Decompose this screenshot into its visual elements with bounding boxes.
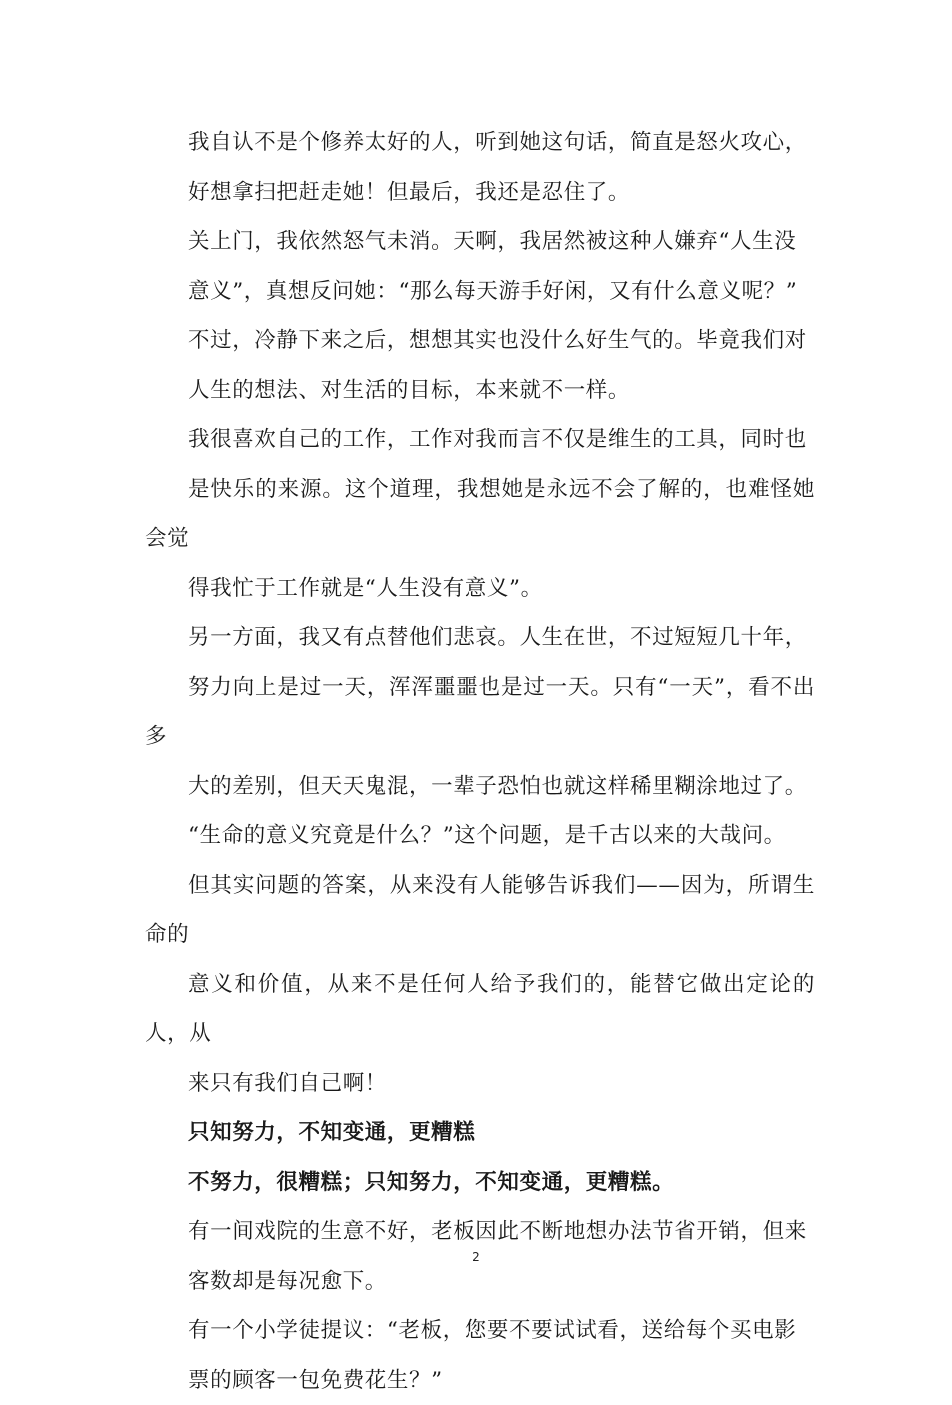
paragraph: [145, 415, 815, 613]
text-line: 是快乐的来源。这个道理，我想她是永远不会了解的，也难怪她会觉: [145, 465, 815, 564]
text-line: 我很喜欢自己的工作，工作对我而言不仅是维生的工具，同时也: [145, 415, 815, 465]
text-line: 我自认不是个修养太好的人，听到她这句话，简直是怒火攻心，: [145, 118, 815, 168]
text-line: “生命的意义究竟是什么？”这个问题，是千古以来的大哉问。: [145, 811, 815, 861]
paragraph: [145, 118, 815, 217]
text-line: 来只有我们自己啊！: [145, 1059, 815, 1109]
text-line: 人生的想法、对生活的目标，本来就不一样。: [145, 366, 815, 416]
paragraph: [145, 1306, 815, 1405]
text-line: 有一间戏院的生意不好，老板因此不断地想办法节省开销，但来: [145, 1207, 815, 1257]
paragraph: [145, 613, 815, 811]
text-line: 关上门，我依然怒气未消。天啊，我居然被这种人嫌弃“人生没: [145, 217, 815, 267]
text-line: 得我忙于工作就是“人生没有意义”。: [145, 564, 815, 614]
text-line: 但其实问题的答案，从来没有人能够告诉我们——因为，所谓生命的: [145, 861, 815, 960]
document-body: [145, 118, 815, 1405]
section-subheading: [145, 1158, 815, 1208]
page-number: 2: [0, 1250, 952, 1264]
text-line: 客数却是每况愈下。: [145, 1257, 815, 1307]
section-heading: [145, 1108, 815, 1158]
paragraph: [145, 811, 815, 1108]
text-line: 意义和价值，从来不是任何人给予我们的，能替它做出定论的人，从: [145, 960, 815, 1059]
text-line: 另一方面，我又有点替他们悲哀。人生在世，不过短短几十年，: [145, 613, 815, 663]
text-line: 不过，冷静下来之后，想想其实也没什么好生气的。毕竟我们对: [145, 316, 815, 366]
heading-line: 不努力，很糟糕；只知努力，不知变通，更糟糕。: [145, 1158, 815, 1208]
paragraph: [145, 316, 815, 415]
paragraph: [145, 217, 815, 316]
text-line: 努力向上是过一天，浑浑噩噩也是过一天。只有“一天”，看不出多: [145, 663, 815, 762]
text-line: 好想拿扫把赶走她！但最后，我还是忍住了。: [145, 168, 815, 218]
text-line: 大的差别，但天天鬼混，一辈子恐怕也就这样稀里糊涂地过了。: [145, 762, 815, 812]
text-line: 有一个小学徒提议：“老板，您要不要试试看，送给每个买电影: [145, 1306, 815, 1356]
heading-line: 只知努力，不知变通，更糟糕: [145, 1108, 815, 1158]
text-line: 意义”，真想反问她：“那么每天游手好闲，又有什么意义呢？”: [145, 267, 815, 317]
text-line: 票的顾客一包免费花生？”: [145, 1356, 815, 1405]
